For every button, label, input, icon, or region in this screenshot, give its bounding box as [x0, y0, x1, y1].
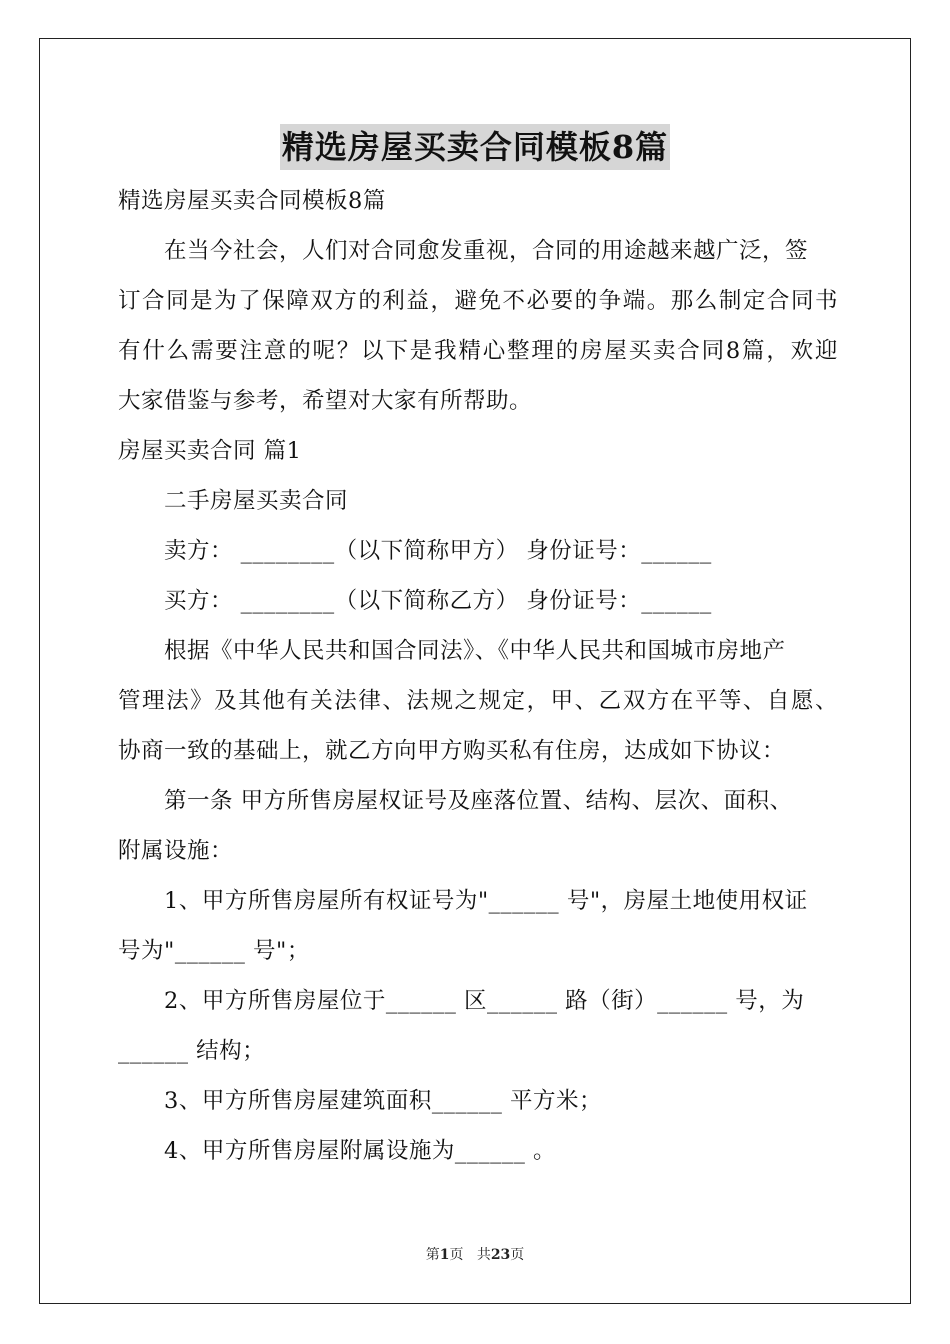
- clause-paragraph-line: 协商一致的基础上，就乙方向甲方购买私有住房，达成如下协议：: [118, 738, 786, 764]
- item-four-line: 4、甲方所售房屋附属设施为______ 。: [164, 1138, 556, 1164]
- clause-paragraph-line: 管理法》及其他有关法律、法规之规定，甲、乙双方在平等、自愿、: [118, 688, 838, 714]
- total-pages: 23: [490, 1247, 511, 1263]
- item-two-line: ______ 结构；: [118, 1038, 266, 1064]
- clause-paragraph-line: 根据《中华人民共和国合同法》、《中华人民共和国城市房地产: [164, 638, 786, 664]
- title-block: [0, 124, 950, 170]
- item-one-line: 号为"______ 号"；: [118, 938, 310, 964]
- subtitle-line: 精选房屋买卖合同模板8篇: [118, 188, 386, 214]
- contract-title-line: 二手房屋买卖合同: [164, 488, 349, 514]
- item-three-line: 3、甲方所售房屋建筑面积______ 平方米；: [164, 1088, 602, 1114]
- document-title: 精选房屋买卖合同模板8篇: [280, 124, 670, 170]
- intro-paragraph-line: 有什么需要注意的呢？以下是我精心整理的房屋买卖合同8篇，欢迎: [118, 338, 838, 364]
- page-suffix: 页: [449, 1247, 464, 1263]
- intro-paragraph-line: 订合同是为了保障双方的利益，避免不必要的争端。那么制定合同书: [118, 288, 838, 314]
- page-prefix: 第: [425, 1247, 440, 1263]
- page-number: 1: [439, 1247, 450, 1263]
- buyer-line: 买方： ________（以下简称乙方） 身份证号：______: [164, 588, 712, 614]
- total-prefix: 共: [476, 1247, 491, 1263]
- intro-paragraph-line: 在当今社会，人们对合同愈发重视，合同的用途越来越广泛，签: [164, 238, 809, 264]
- total-suffix: 页: [510, 1247, 525, 1263]
- seller-line: 卖方： ________（以下简称甲方） 身份证号：______: [164, 538, 712, 564]
- section-heading: 房屋买卖合同 篇1: [118, 438, 302, 464]
- article-one-line: 附属设施：: [118, 838, 234, 864]
- item-two-line: 2、甲方所售房屋位于______ 区______ 路（街）______ 号，为: [164, 988, 805, 1014]
- article-one-line: 第一条 甲方所售房屋权证号及座落位置、结构、层次、面积、: [164, 788, 793, 814]
- intro-paragraph-line: 大家借鉴与参考，希望对大家有所帮助。: [118, 388, 533, 414]
- page-footer: [0, 1244, 950, 1264]
- item-one-line: 1、甲方所售房屋所有权证号为"______ 号"，房屋土地使用权证: [164, 888, 808, 914]
